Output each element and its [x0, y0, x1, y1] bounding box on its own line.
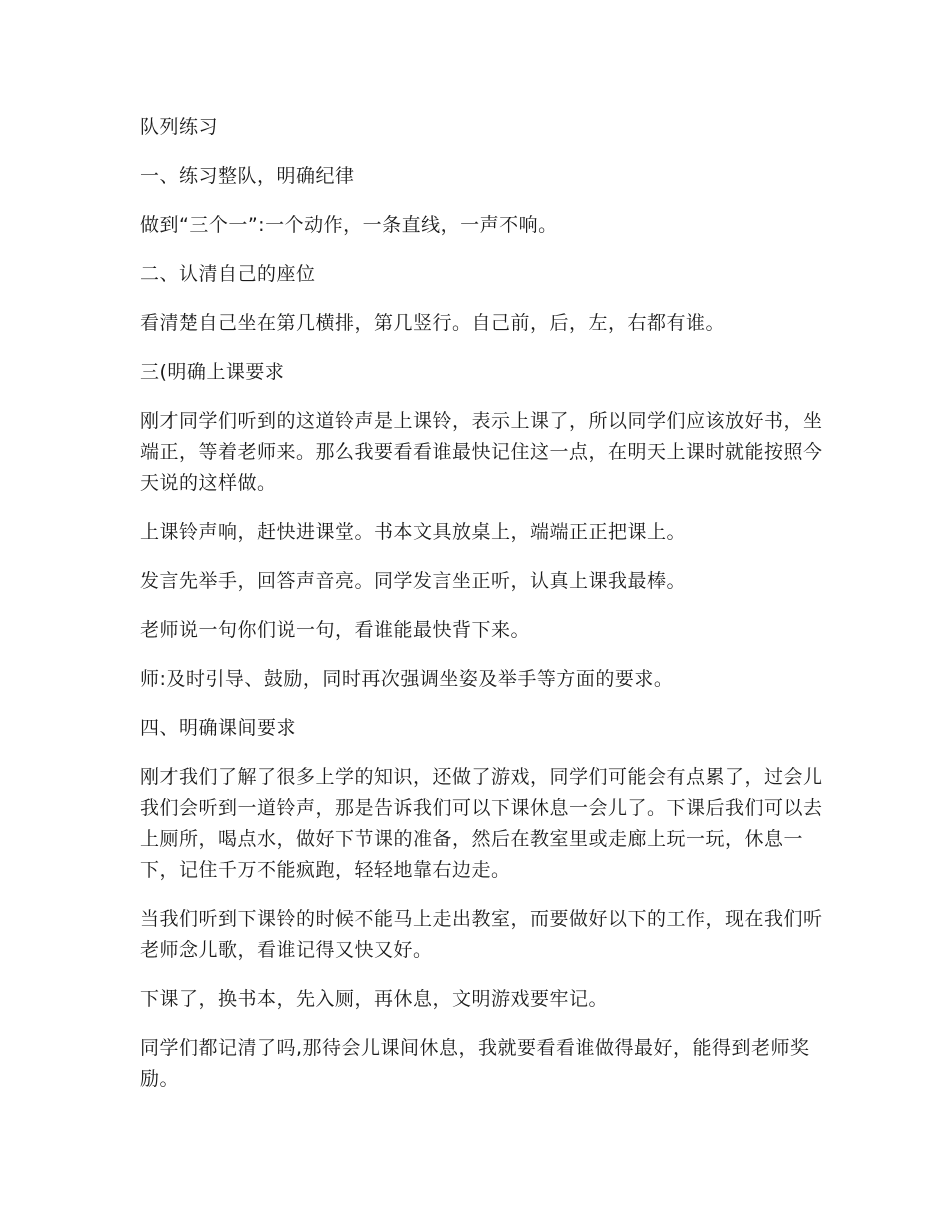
paragraph: 做到“三个一”:一个动作，一条直线，一声不响。 [140, 214, 558, 236]
paragraph: 刚才同学们听到的这道铃声是上课铃，表示上课了，所以同学们应该放好书，坐端正，等着老师来。那么我要看看谁最快记住这一点，在明天上课时就能按照今天说的这样做。 [140, 410, 823, 494]
document-body [140, 112, 825, 1113]
rhyme-line: 下课了，换书本，先入厕，再休息，文明游戏要牢记。 [140, 988, 609, 1010]
document-title: 队列练习 [140, 116, 219, 138]
rhyme-line: 发言先举手，回答声音亮。同学发言坐正听，认真上课我最棒。 [140, 570, 687, 592]
paragraph: 师:及时引导、鼓励，同时再次强调坐姿及举手等方面的要求。 [140, 668, 674, 690]
section-heading-2: 二、认清自己的座位 [140, 263, 316, 285]
section-heading-3: 三(明确上课要求 [140, 361, 285, 383]
paragraph: 刚才我们了解了很多上学的知识，还做了游戏，同学们可能会有点累了，过会儿我们会听到一道铃声，那是告诉我们可以下课休息一会儿了。下课后我们可以去上厕所，喝点水，做好下节课的准备，然后在教室里或走廊上玩一玩，休息一下，记住千万不能疯跑，轻轻地靠右边走。 [140, 766, 823, 881]
section-heading-4: 四、明确课间要求 [140, 717, 297, 739]
section-heading-1: 一、练习整队，明确纪律 [140, 165, 355, 187]
paragraph: 老师说一句你们说一句，看谁能最快背下来。 [140, 619, 531, 641]
paragraph: 同学们都记清了吗,那待会儿课间休息，我就要看看谁做得最好，能得到老师奖励。 [140, 1037, 810, 1090]
paragraph: 看清楚自己坐在第几横排，第几竖行。自己前，后，左，右都有谁。 [140, 312, 726, 334]
rhyme-line: 上课铃声响，赶快进课堂。书本文具放桌上，端端正正把课上。 [140, 521, 687, 543]
paragraph: 当我们听到下课铃的时候不能马上走出教室，而要做好以下的工作，现在我们听老师念儿歌，看谁记得又快又好。 [140, 908, 823, 961]
